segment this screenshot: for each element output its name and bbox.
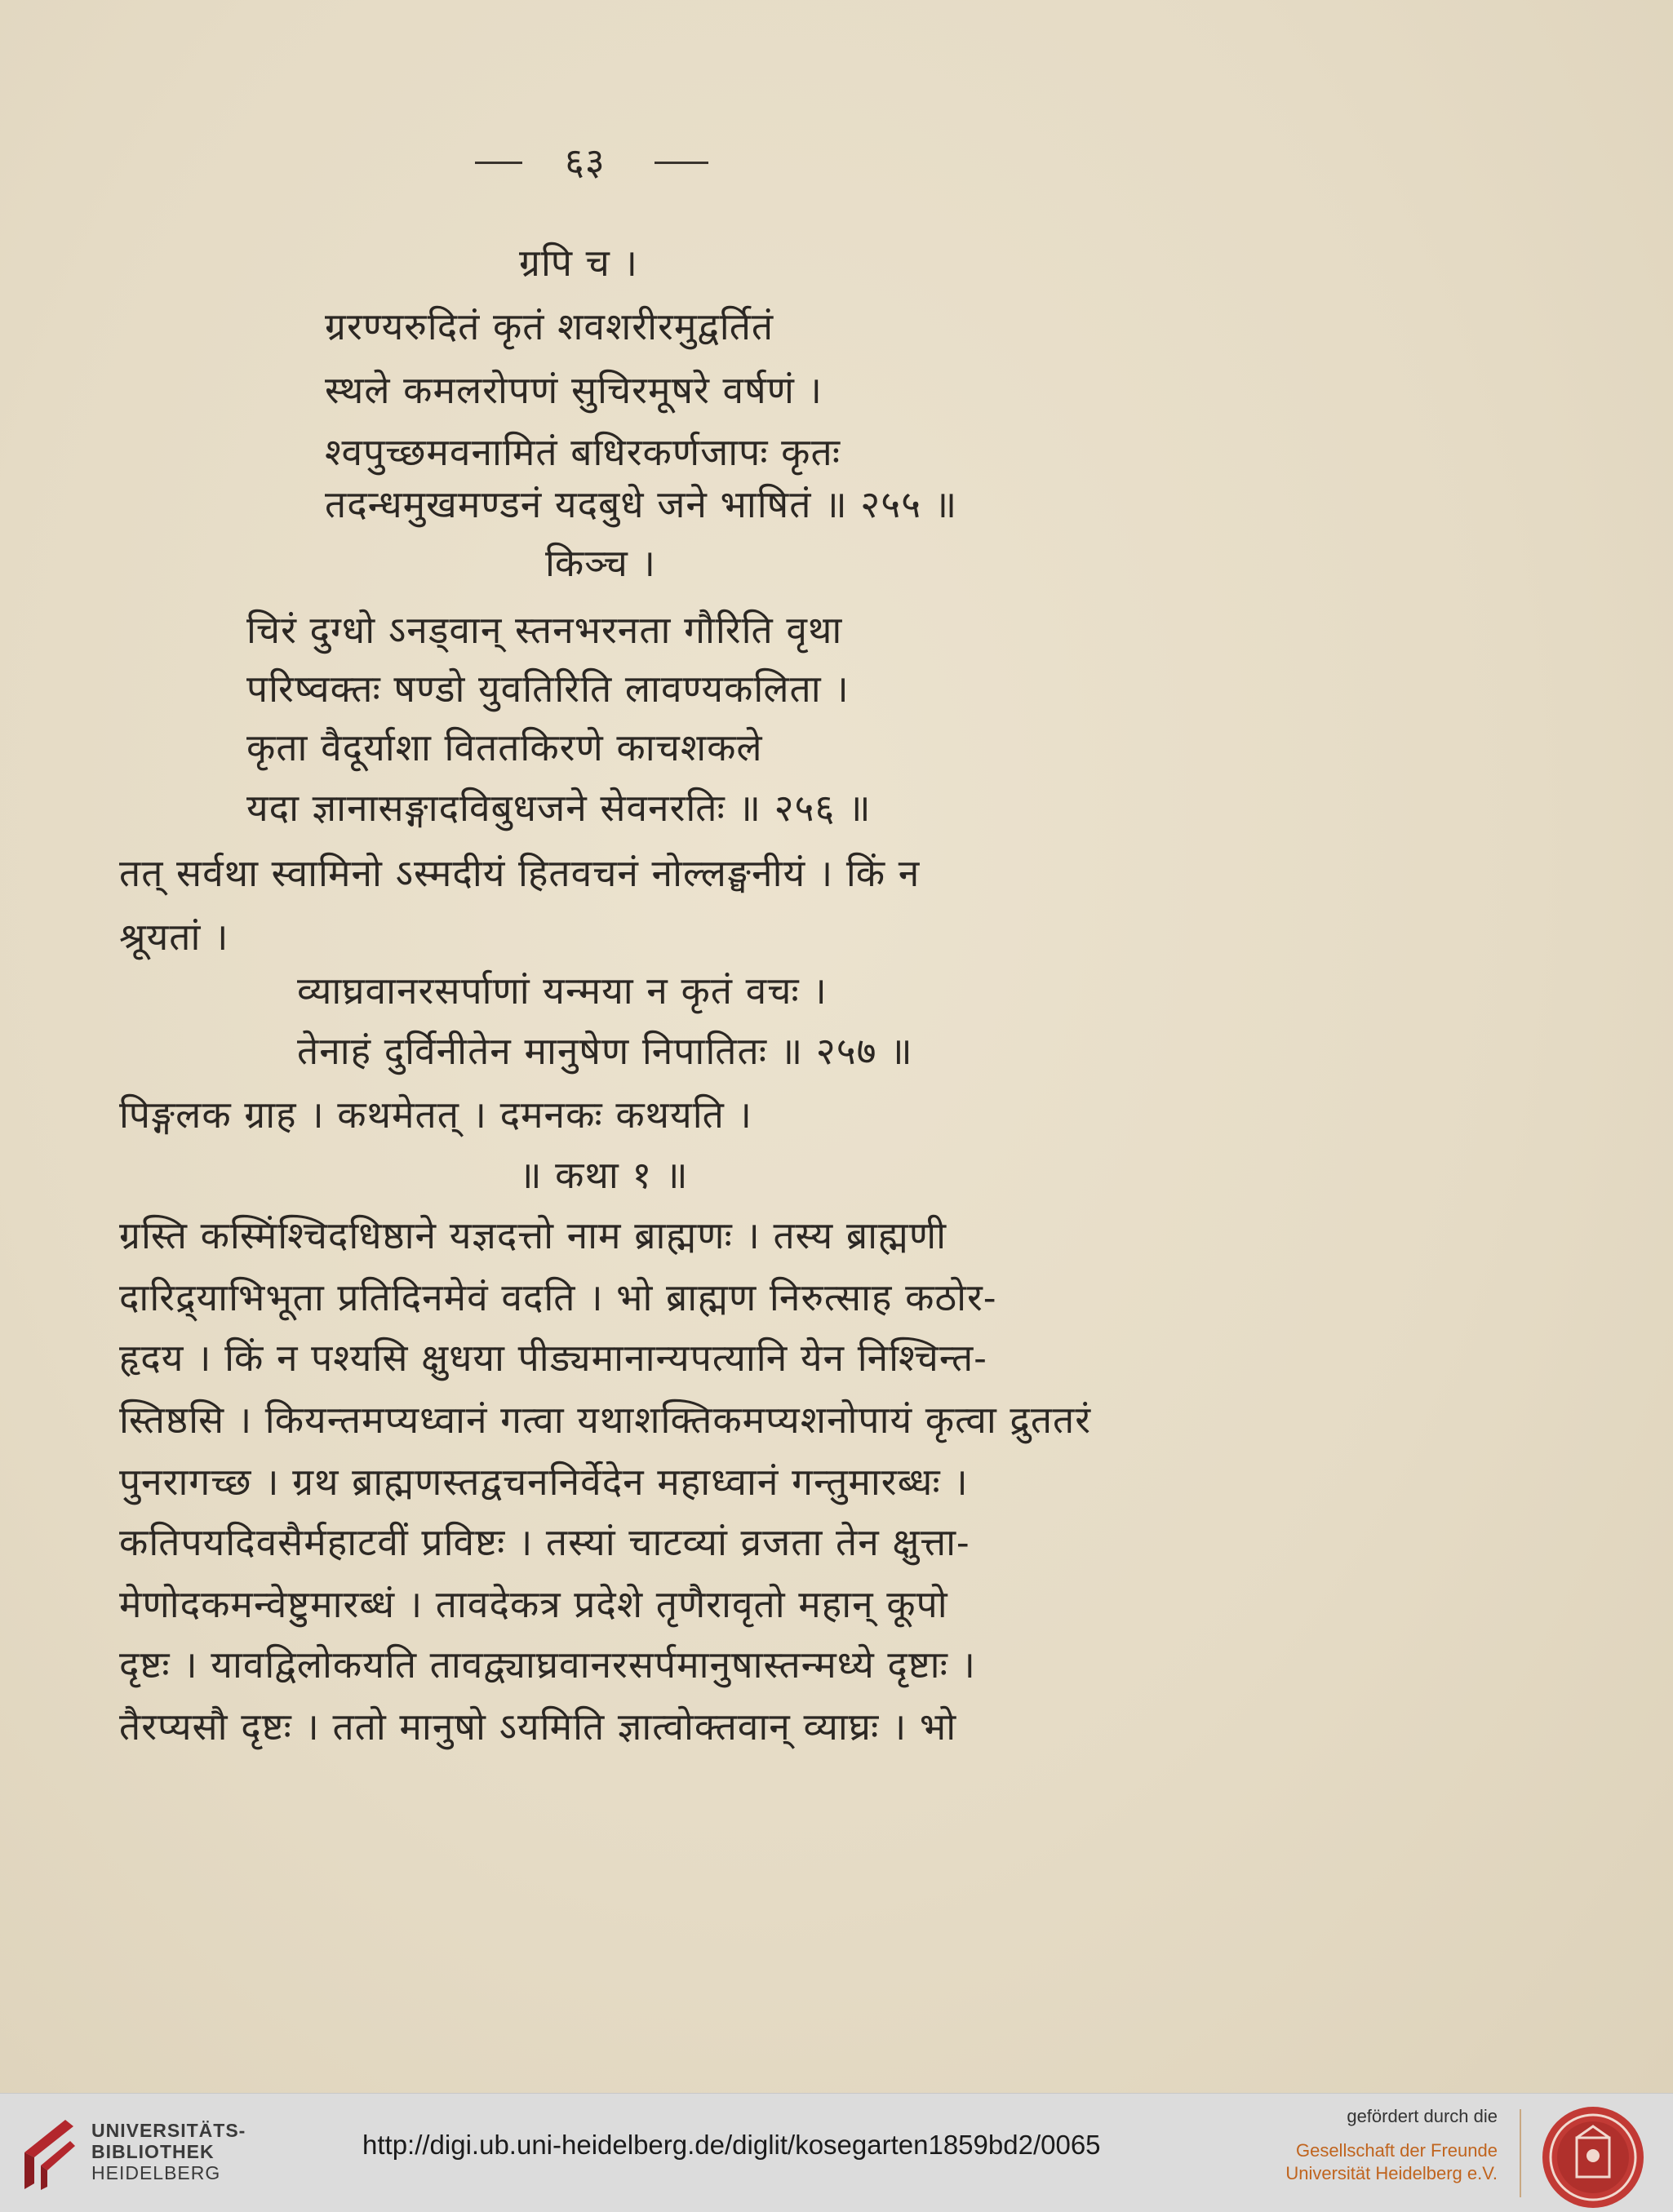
text-line: व्याघ्रवानरसर्पाणां यन्मया न कृतं वचः । — [297, 969, 828, 1013]
text-line: तदन्धमुखमण्डनं यदबुधे जने भाषितं ॥ २५५ ॥ — [325, 482, 958, 526]
page-number-dash-left — [475, 162, 522, 164]
page-number: ६३ — [565, 140, 606, 184]
text-line: स्तिष्ठसि । कियन्तमप्यध्वानं गत्वा यथाशक्तिकमप्यशनोपायं कृत्वा द्रुततरं — [119, 1398, 1092, 1442]
text-line: कृता वैदूर्याशा विततकिरणे काचशकले — [246, 725, 763, 769]
library-logo-icon[interactable] — [16, 2112, 82, 2193]
text-line: पुनरागच्छ । ग्रथ ब्राह्मणस्तद्वचननिर्वेदेन महाध्वानं गन्तुमारब्धः । — [119, 1460, 969, 1504]
funder-name-line1[interactable]: Gesellschaft der Freunde — [1295, 2140, 1498, 2161]
text-line: ग्रपि च । — [519, 241, 638, 285]
library-name-line3: HEIDELBERG — [91, 2162, 221, 2183]
text-line: चिरं दुग्धो ऽनड्वान् स्तनभरनता गौरिति वृथा — [246, 608, 843, 652]
text-line: स्थले कमलरोपणं सुचिरमूषरे वर्षणं । — [325, 368, 823, 412]
funder-name-line2[interactable]: Universität Heidelberg e.V. — [1285, 2163, 1498, 2183]
text-line: ग्रस्ति कस्मिंश्चिदधिष्ठाने यज्ञदत्तो नाम ब्राह्मणः । तस्य ब्राह्मणी — [119, 1213, 947, 1257]
permalink-url[interactable]: http://digi.ub.uni-heidelberg.de/diglit/kosegarten1859bd2/0065 — [362, 2130, 1101, 2160]
text-line: यदा ज्ञानासङ्गादविबुधजने सेवनरतिः ॥ २५६ ॥ — [246, 786, 872, 830]
page-number-dash-right — [655, 162, 708, 164]
text-line: दृष्टः । यावद्विलोकयति तावद्व्याघ्रवानरसर्पमानुषास्तन्मध्ये दृष्टाः । — [119, 1642, 976, 1687]
text-line: पिङ्गलक ग्राह । कथमेतत् । दमनकः कथयति । — [119, 1093, 752, 1137]
university-seal-icon[interactable] — [1541, 2105, 1645, 2210]
text-line: श्रूयतां । — [119, 915, 229, 959]
text-line: हृदय । किं न पश्यसि क्षुधया पीड्यमानान्यपत्यानि येन निश्चिन्त- — [119, 1336, 987, 1380]
text-line: तैरप्यसौ दृष्टः । ततो मानुषो ऽयमिति ज्ञात्वोक्तवान् व्याघ्रः । भो — [119, 1704, 957, 1749]
text-line: कतिपयदिवसैर्महाटवीं प्रविष्टः । तस्यां चाटव्यां व्रजता तेन क्षुत्ता- — [119, 1520, 970, 1564]
library-name-line1: UNIVERSITÄTS- — [91, 2120, 246, 2141]
text-line: श्वपुच्छमवनामितं बधिरकर्णजापः कृतः — [325, 430, 841, 474]
footer-divider — [1520, 2109, 1521, 2197]
text-line: परिष्वक्तः षण्डो युवतिरिति लावण्यकलिता । — [246, 667, 850, 711]
library-name-line2: BIBLIOTHEK — [91, 2141, 215, 2162]
text-line: तेनाहं दुर्विनीतेन मानुषेण निपातितः ॥ २५७ ॥ — [297, 1029, 913, 1073]
text-line: तत् सर्वथा स्वामिनो ऽस्मदीयं हितवचनं नोल्लङ्घनीयं । किं न — [119, 851, 921, 895]
text-line: दारिद्र्याभिभूता प्रतिदिनमेवं वदति । भो ब्राह्मण निरुत्साह कठोर- — [119, 1275, 997, 1319]
funding-label: gefördert durch die — [1347, 2106, 1498, 2126]
text-line: किञ्च । — [545, 541, 656, 585]
text-line: ॥ कथा १ ॥ — [519, 1153, 689, 1197]
text-line: मेणोदकमन्वेष्टुमारब्धं । तावदेकत्र प्रदेशे तृणैरावृतो महान् कूपो — [119, 1582, 948, 1626]
text-line: ग्ररण्यरुदितं कृतं शवशरीरमुद्वर्तितं — [325, 304, 774, 348]
